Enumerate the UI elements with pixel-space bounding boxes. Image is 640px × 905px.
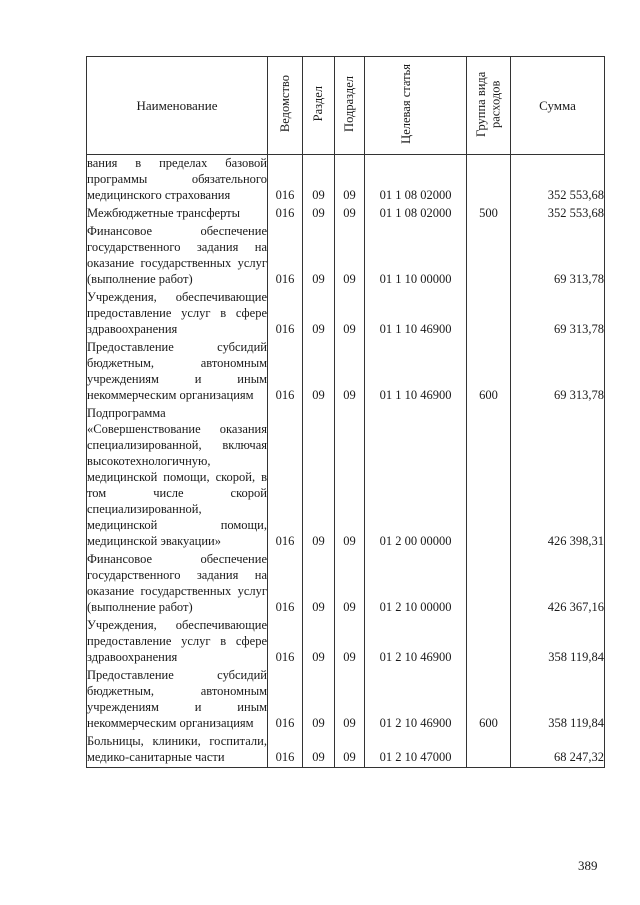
row-vedomstvo: 016 (268, 405, 303, 551)
header-gruppa (467, 57, 511, 155)
table-row (87, 205, 605, 223)
page-number: 389 (578, 858, 598, 873)
row-razdel: 09 (303, 551, 335, 617)
row-gruppa (467, 617, 511, 667)
header-razdel (303, 57, 335, 155)
row-podrazdel: 09 (335, 339, 365, 405)
table-row (87, 733, 605, 768)
row-razdel: 09 (303, 733, 335, 768)
row-podrazdel: 09 (335, 667, 365, 733)
row-podrazdel: 09 (335, 551, 365, 617)
header-razdel-label: Раздел (311, 85, 326, 122)
row-name: Больницы, клиники, госпитали, медико-санитарные части (87, 733, 268, 768)
row-vedomstvo: 016 (268, 339, 303, 405)
row-summa: 358 119,84 (511, 667, 605, 733)
row-podrazdel: 09 (335, 617, 365, 667)
row-summa: 426 367,16 (511, 551, 605, 617)
row-summa: 426 398,31 (511, 405, 605, 551)
row-podrazdel: 09 (335, 205, 365, 223)
row-vedomstvo: 016 (268, 155, 303, 206)
table-row (87, 667, 605, 733)
row-summa: 69 313,78 (511, 339, 605, 405)
row-name: Учреждения, обеспечивающие предоставление услуг в сфере здравоохранения (87, 617, 268, 667)
row-gruppa: 500 (467, 205, 511, 223)
row-summa: 358 119,84 (511, 617, 605, 667)
row-celevaya-statya: 01 1 10 00000 (365, 223, 467, 289)
header-celevaya-statya (365, 57, 467, 155)
table-row (87, 289, 605, 339)
row-vedomstvo: 016 (268, 551, 303, 617)
row-name: Предоставление субсидий бюджетным, автономным учреждениям и иным некоммерческим организациям (87, 667, 268, 733)
row-razdel: 09 (303, 339, 335, 405)
row-celevaya-statya: 01 2 10 46900 (365, 667, 467, 733)
header-podrazdel-label: Подраздел (342, 75, 357, 132)
row-name: Финансовое обеспечение государственного задания на оказание государственных услуг (выполнение работ) (87, 551, 268, 617)
table-row (87, 551, 605, 617)
row-razdel: 09 (303, 205, 335, 223)
header-summa: Сумма (511, 57, 605, 155)
row-podrazdel: 09 (335, 223, 365, 289)
row-name: Подпрограмма «Совершенствование оказания специализированной, включая высокотехнологичную, медицинской помощи, скорой, в том числе скорой специализированной, медицинской помощи, медицинской эвакуации» (87, 405, 268, 551)
table-row (87, 405, 605, 551)
row-razdel: 09 (303, 155, 335, 206)
row-gruppa (467, 733, 511, 768)
row-name: Межбюджетные трансферты (87, 205, 268, 223)
row-podrazdel: 09 (335, 405, 365, 551)
row-name: Финансовое обеспечение государственного задания на оказание государственных услуг (выполнение работ) (87, 223, 268, 289)
row-summa: 352 553,68 (511, 155, 605, 206)
row-celevaya-statya: 01 2 10 46900 (365, 617, 467, 667)
row-name: Учреждения, обеспечивающие предоставление услуг в сфере здравоохранения (87, 289, 268, 339)
table-row (87, 617, 605, 667)
row-razdel: 09 (303, 223, 335, 289)
row-razdel: 09 (303, 289, 335, 339)
row-summa: 69 313,78 (511, 289, 605, 339)
row-summa: 69 313,78 (511, 223, 605, 289)
row-gruppa (467, 289, 511, 339)
row-celevaya-statya: 01 2 00 00000 (365, 405, 467, 551)
header-vedomstvo-label: Ведомство (277, 74, 292, 133)
row-name: вания в пределах базовой программы обязательного медицинского страхования (87, 155, 268, 206)
row-razdel: 09 (303, 405, 335, 551)
row-celevaya-statya: 01 1 08 02000 (365, 155, 467, 206)
header-vedomstvo (268, 57, 303, 155)
row-gruppa: 600 (467, 339, 511, 405)
row-name: Предоставление субсидий бюджетным, автономным учреждениям и иным некоммерческим организациям (87, 339, 268, 405)
row-celevaya-statya: 01 1 10 46900 (365, 289, 467, 339)
row-gruppa (467, 223, 511, 289)
table-header-row (87, 57, 605, 155)
header-podrazdel (335, 57, 365, 155)
row-podrazdel: 09 (335, 155, 365, 206)
row-vedomstvo: 016 (268, 289, 303, 339)
row-gruppa (467, 551, 511, 617)
row-celevaya-statya: 01 2 10 47000 (365, 733, 467, 768)
header-name: Наименование (87, 57, 268, 155)
row-vedomstvo: 016 (268, 617, 303, 667)
budget-table (86, 56, 605, 768)
header-celevaya-statya-label: Целевая статья (398, 63, 413, 144)
row-celevaya-statya: 01 1 08 02000 (365, 205, 467, 223)
row-gruppa: 600 (467, 667, 511, 733)
table-row (87, 223, 605, 289)
row-podrazdel: 09 (335, 289, 365, 339)
row-razdel: 09 (303, 667, 335, 733)
row-podrazdel: 09 (335, 733, 365, 768)
table-row (87, 339, 605, 405)
row-vedomstvo: 016 (268, 205, 303, 223)
row-celevaya-statya: 01 2 10 00000 (365, 551, 467, 617)
row-vedomstvo: 016 (268, 223, 303, 289)
row-summa: 352 553,68 (511, 205, 605, 223)
row-razdel: 09 (303, 617, 335, 667)
row-gruppa (467, 405, 511, 551)
row-summa: 68 247,32 (511, 733, 605, 768)
header-gruppa-label: Группа вида расходов (473, 70, 502, 137)
row-gruppa (467, 155, 511, 206)
row-vedomstvo: 016 (268, 733, 303, 768)
table-row (87, 155, 605, 206)
row-vedomstvo: 016 (268, 667, 303, 733)
row-celevaya-statya: 01 1 10 46900 (365, 339, 467, 405)
